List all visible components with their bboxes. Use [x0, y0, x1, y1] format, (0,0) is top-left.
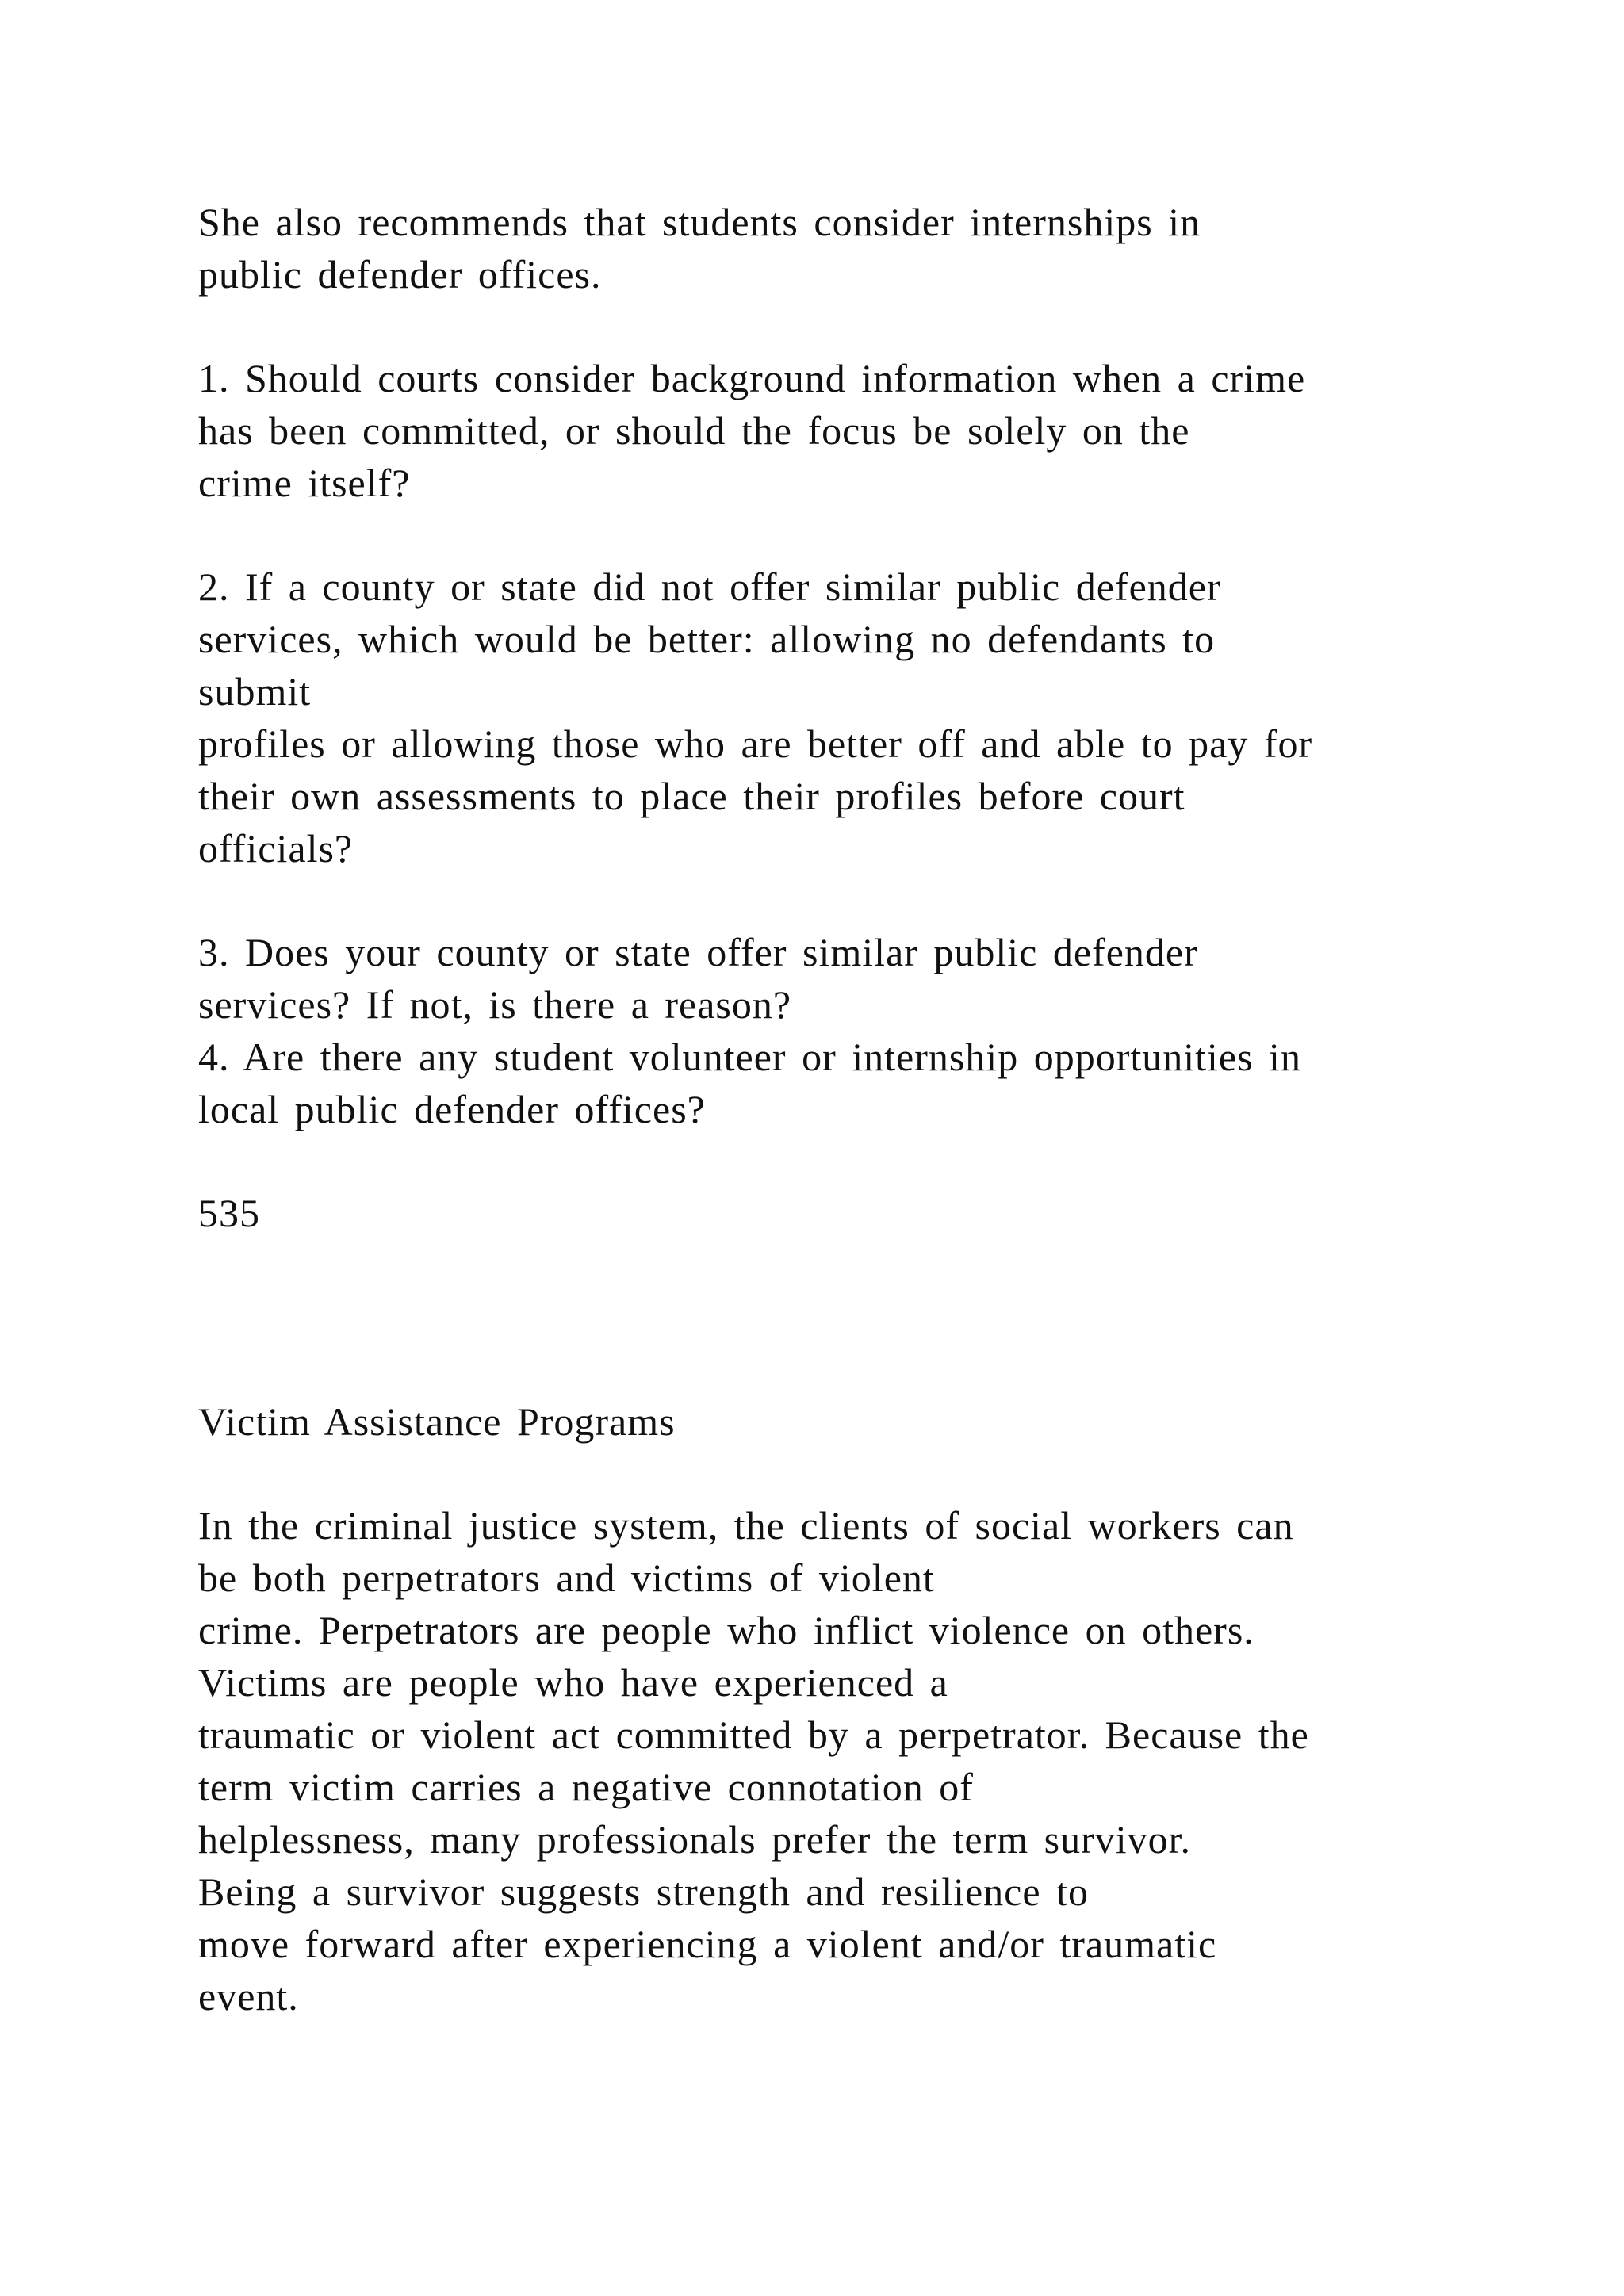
- question-1-line: 1. Should courts consider background information when a crime: [198, 356, 1306, 400]
- question-4-line: local public defender offices?: [198, 1087, 706, 1131]
- paragraph-line: move forward after experiencing a violent and/or traumatic: [198, 1922, 1217, 1966]
- paragraph-line: event.: [198, 1974, 299, 2019]
- question-2-line: 2. If a county or state did not offer similar public defender: [198, 564, 1221, 609]
- question-3-line: 3. Does your county or state offer similar public defender: [198, 930, 1198, 974]
- section-heading: Victim Assistance Programs: [198, 1399, 676, 1444]
- question-2-line: services, which would be better: allowing no defendants to: [198, 617, 1216, 661]
- text-line: She also recommends that students consider internships in: [198, 200, 1201, 244]
- question-3-line: services? If not, is there a reason?: [198, 982, 792, 1027]
- question-2-line: profiles or allowing those who are better off and able to pay for: [198, 721, 1313, 766]
- paragraph-line: traumatic or violent act committed by a perpetrator. Because the: [198, 1712, 1309, 1757]
- question-1-line: has been committed, or should the focus be solely on the: [198, 408, 1190, 453]
- question-2-line: their own assessments to place their profiles before court: [198, 774, 1185, 818]
- question-1-line: crime itself?: [198, 461, 411, 505]
- question-2-line: submit: [198, 669, 312, 714]
- paragraph-line: be both perpetrators and victims of violent: [198, 1556, 935, 1600]
- paragraph-line: helplessness, many professionals prefer the term survivor.: [198, 1817, 1192, 1862]
- paragraph-line: In the criminal justice system, the clients of social workers can: [198, 1503, 1294, 1548]
- page-number: 535: [198, 1191, 260, 1235]
- question-4-line: 4. Are there any student volunteer or internship opportunities in: [198, 1035, 1301, 1079]
- paragraph-line: Being a survivor suggests strength and resilience to: [198, 1869, 1089, 1914]
- paragraph-line: term victim carries a negative connotation of: [198, 1765, 974, 1809]
- paragraph-line: crime. Perpetrators are people who inflict violence on others.: [198, 1608, 1254, 1652]
- text-line: public defender offices.: [198, 252, 602, 297]
- question-2-line: officials?: [198, 826, 354, 871]
- paragraph-line: Victims are people who have experienced a: [198, 1660, 948, 1705]
